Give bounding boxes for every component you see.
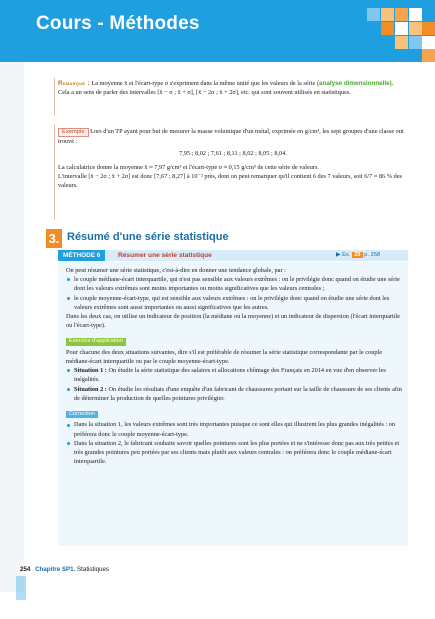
remark-block bbox=[58, 79, 408, 97]
situation-text: On étudie les résultats d'une enquête d'un fabricant de chaussures portant sur la taille de chaussure de ses clients afin de déterminer la production de quelles pointures privilégier. bbox=[74, 385, 402, 402]
decor-square bbox=[395, 8, 408, 21]
exercise-page: p. 258 bbox=[364, 252, 381, 258]
situation-label: Situation 2 : bbox=[74, 385, 107, 393]
exercise-ref-prefix: ▶ Ex. bbox=[336, 252, 351, 258]
example-values: 7,95 ; 8,02 ; 7,61 ; 8,11 ; 8,02 ; 8,05 ; 8,04. bbox=[179, 149, 287, 157]
decor-square bbox=[395, 22, 408, 35]
correction-item: Dans la situation 2, le fabricant souhaite savoir quelles pointures sont les plus portées et ne s'intéresse donc pas aux très petites et très grandes pointures peu portées par ses clients mais plutôt aux valeurs centrales : on préférera donc le couple médiane-écart interquartile. bbox=[66, 439, 402, 467]
remark-line-2: Cela a un sens de parler des intervalles [x̄ − σ ; x̄ + σ], [x̄ − 2σ ; x̄ + 2σ], etc. qui sont souvent utilisés en statistiques. bbox=[58, 89, 351, 97]
example-block bbox=[58, 127, 408, 190]
example-tag: Exemple bbox=[58, 128, 89, 137]
remark-label: Remarque : bbox=[58, 80, 90, 87]
example-interval: L'intervalle [x̄ − 2σ ; x̄ + 2σ] est donc [7,67 ; 8,27] à 10⁻² près, dont on peut remarquer qu'il contient 6 des 7 valeurs, soit 6/7 ≈ 86 % des valeurs. bbox=[58, 173, 402, 190]
application-intro: Pour chacune des deux situations suivantes, dire s'il est préférable de résumer la série statistique correspondante par le couple médiane-écart interquartile ou par le couple moyenne-écart-type. bbox=[66, 348, 383, 366]
method-intro: On peut résumer une série statistique, c'est-à-dire en donner une tendance globale, par : bbox=[66, 267, 286, 274]
decor-square bbox=[422, 22, 435, 35]
decor-square bbox=[381, 22, 394, 35]
correction-item: Dans la situation 1, les valeurs extrêmes sont très importantes puisque ce sont elles qui illustrent les plus grandes inégalités : on préférera donc le couple moyenne-écart-type. bbox=[66, 420, 402, 438]
method-box bbox=[58, 262, 408, 546]
method-bullet: le couple moyenne-écart-type, qui est sensible aux valeurs extrêmes : on le privilégie donc quand on étudie une série dont les valeurs extrêmes sont aussi importantes ou aussi significatives que les autres. bbox=[66, 294, 402, 312]
decor-square bbox=[367, 8, 380, 21]
situation-item bbox=[66, 366, 402, 384]
page-title: Cours - Méthodes bbox=[36, 13, 200, 34]
section-title: Résumé d'une série statistique bbox=[67, 231, 229, 243]
method-content bbox=[66, 266, 402, 466]
situation-text: On étudie la série statistique des salaires et allocations chômage des Français en 2014 en vue d'en observer les inégalités. bbox=[74, 367, 386, 384]
exercise-number: 29 bbox=[354, 252, 361, 258]
example-intro: Lors d'un TP ayant pour but de mesurer la masse volumique d'un métal, exprimée en g/cm³, les sept groupes d'une classe ont trouvé : bbox=[58, 128, 404, 146]
footer-decor bbox=[16, 576, 26, 600]
decor-square bbox=[422, 36, 435, 49]
section-number: 3. bbox=[46, 229, 62, 248]
decorative-squares bbox=[315, 0, 435, 62]
situation-label: Situation 1 : bbox=[74, 367, 107, 375]
remark-highlight: (analyse dimensionnelle). bbox=[316, 80, 394, 87]
decor-square bbox=[409, 22, 422, 35]
page-margin-strip bbox=[0, 62, 24, 592]
method-conclusion: Dans les deux cas, on utilise un indicateur de position (la médiane ou la moyenne) et un indicateur de dispersion (l'écart interquartile ou l'écart-type). bbox=[66, 313, 401, 330]
decor-square bbox=[409, 8, 422, 21]
method-tag: MÉTHODE 6 bbox=[58, 250, 105, 261]
decor-square bbox=[381, 8, 394, 21]
decor-square bbox=[422, 49, 435, 62]
page-number: 254 bbox=[20, 566, 31, 573]
page-header bbox=[0, 0, 435, 62]
decor-square bbox=[395, 36, 408, 49]
situation-item bbox=[66, 385, 402, 403]
decor-square bbox=[409, 36, 422, 49]
example-calc: La calculatrice donne la moyenne x̄ ≈ 7,97 g/cm³ et l'écart-type σ ≈ 0,15 g/cm³ de cette série de valeurs. bbox=[58, 163, 320, 171]
method-title: Résumer une série statistique bbox=[118, 252, 212, 259]
page-footer bbox=[20, 566, 109, 573]
remark-text: La moyenne x̄ et l'écart-type σ s'expriment dans la même unité que les valeurs de la série bbox=[91, 80, 316, 87]
exercise-reference[interactable] bbox=[336, 250, 380, 261]
example-rule bbox=[54, 124, 55, 220]
correction-tag: Correction bbox=[66, 411, 98, 418]
remark-rule bbox=[54, 78, 55, 116]
application-tag: Exercice d'application bbox=[66, 338, 126, 345]
chapter-label: Chapitre SP1. bbox=[35, 566, 76, 573]
method-bullet: le couple médiane-écart interquartile, qui n'est pas sensible aux valeurs extrêmes : on le privilégie donc quand on étudie une série dont les valeurs extrêmes sont moins importantes ou moins significatives que les valeurs centrales ; bbox=[66, 275, 402, 293]
chapter-title: Statistiques bbox=[77, 566, 110, 573]
